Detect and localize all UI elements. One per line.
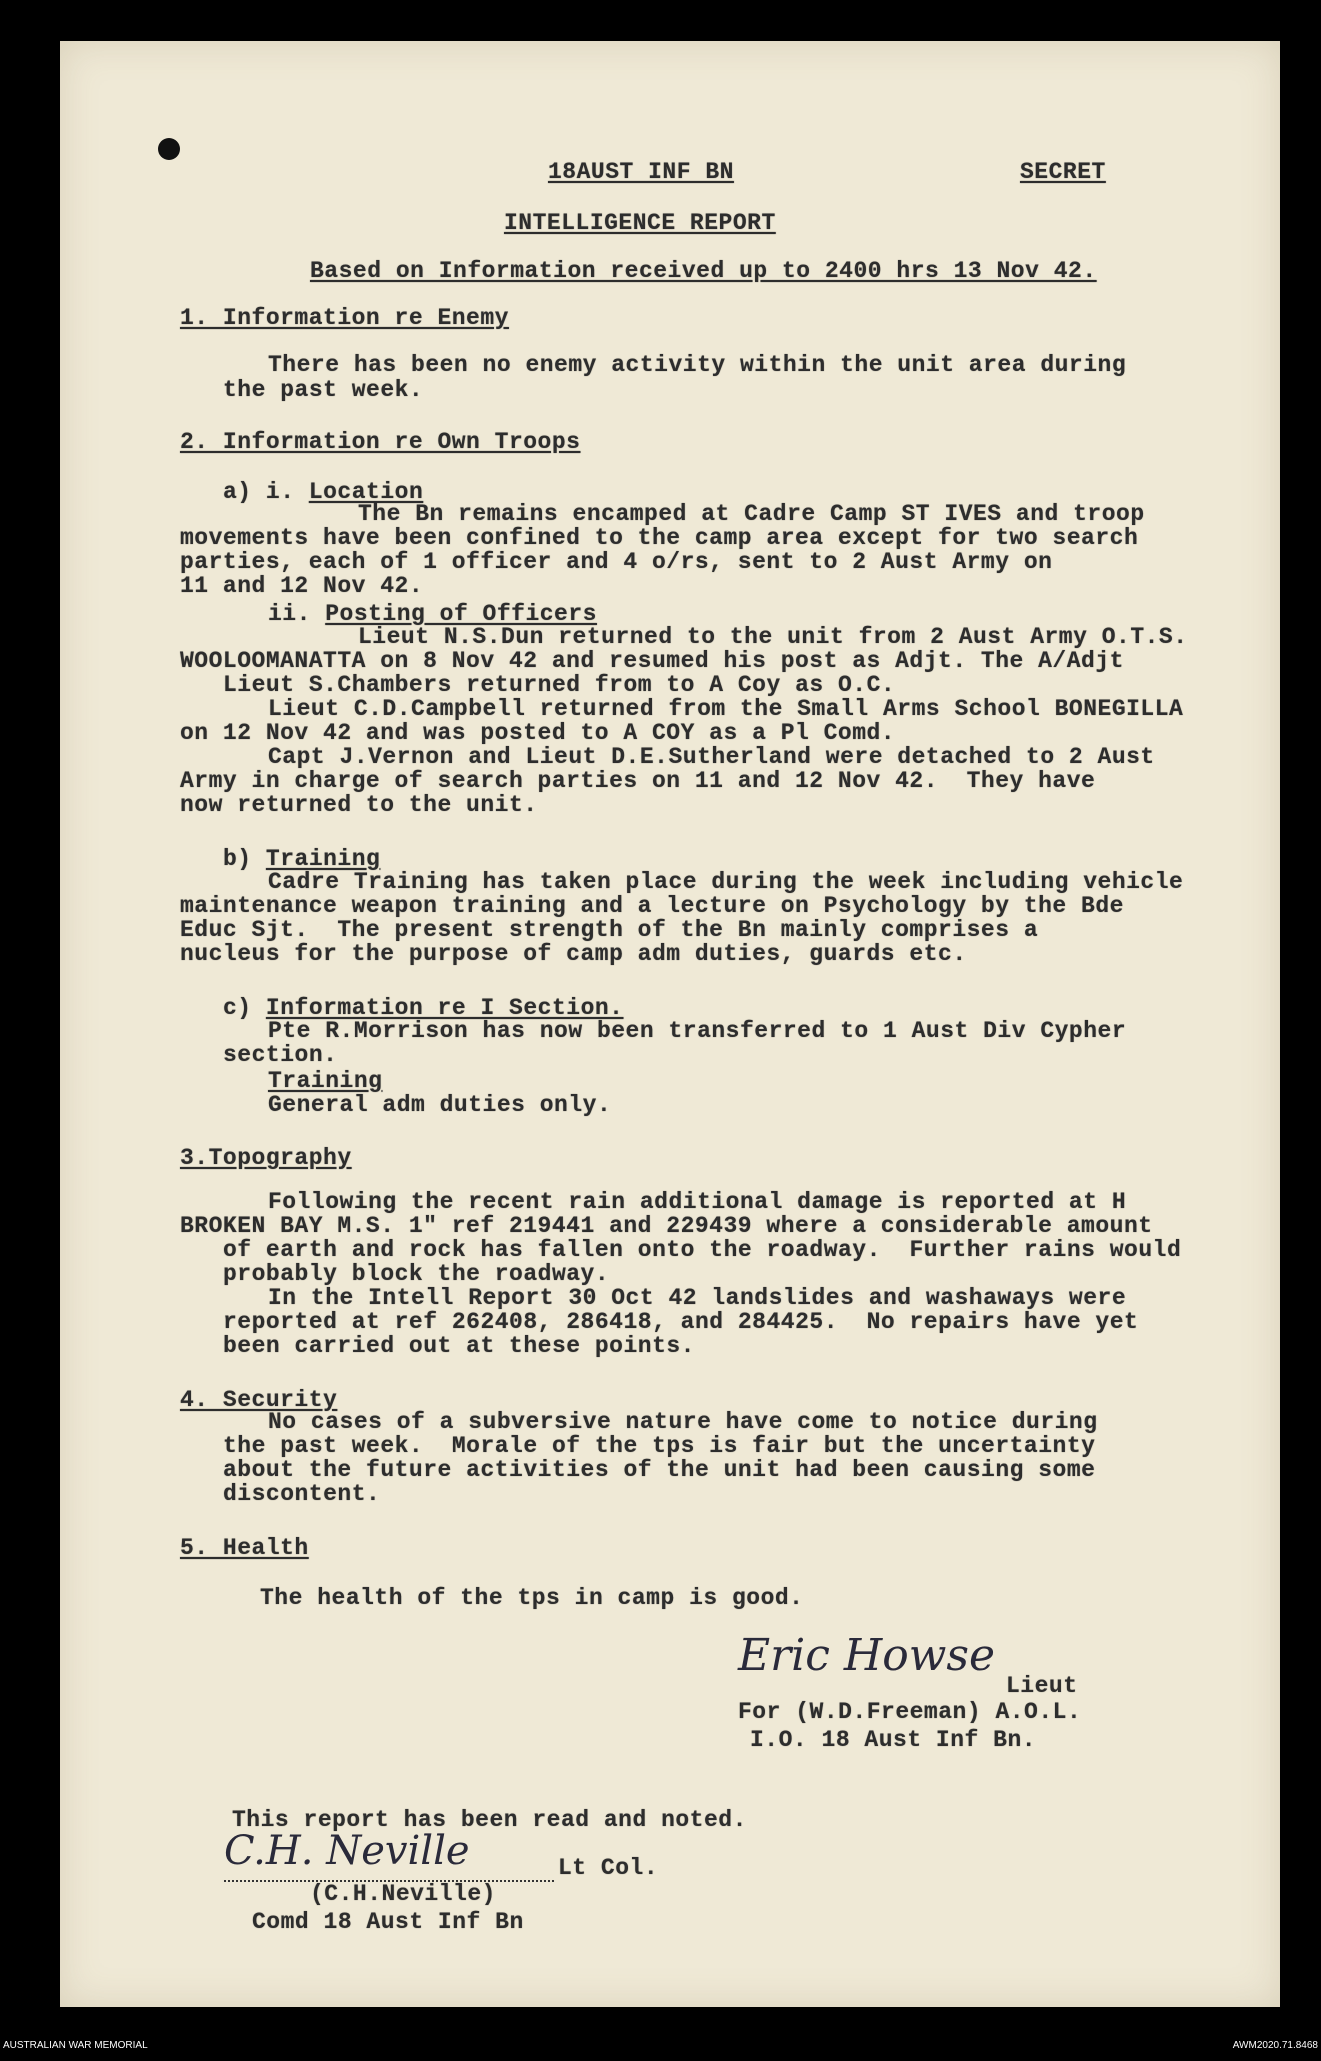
unit-heading: 18AUST INF BN — [548, 159, 734, 185]
section-1-line: There has been no enemy activity within the unit area during — [268, 352, 1127, 378]
i-section-line: section. — [223, 1042, 338, 1068]
subsection-b-label: b) — [223, 846, 266, 872]
section-3-line: Following the recent rain additional damage is reported at H — [268, 1189, 1127, 1215]
report-basis: Based on Information received up to 2400 hrs 13 Nov 42. — [310, 258, 1097, 284]
subsection-ii-label: ii. — [268, 601, 326, 627]
io-appointment: I.O. 18 Aust Inf Bn. — [750, 1727, 1037, 1753]
training-heading: Training — [265, 846, 381, 872]
section-4-heading: 4. Security — [180, 1387, 338, 1413]
io-signature: Eric Howse — [738, 1630, 995, 1681]
section-1-heading: 1. Information re Enemy — [180, 305, 509, 331]
location-line: 11 and 12 Nov 42. — [180, 573, 424, 599]
posting-line: Lieut S.Chambers returned from to A Coy as O.C. — [223, 672, 896, 698]
training-line: maintenance weapon training and a lecture on Psychology by the Bde — [180, 893, 1124, 919]
posting-line: WOOLOOMANATTA on 8 Nov 42 and resumed his post as Adjt. The A/Adjt — [180, 648, 1124, 674]
section-5-line: The health of the tps in camp is good. — [260, 1585, 804, 1611]
io-for-line: For (W.D.Freeman) A.O.L. — [738, 1699, 1082, 1725]
section-3-line: In the Intell Report 30 Oct 42 landslides and washaways were — [268, 1285, 1127, 1311]
i-section-heading: Information re I Section. — [265, 995, 624, 1021]
location-heading: Location — [308, 479, 424, 505]
section-1-line: the past week. — [223, 377, 424, 403]
posting-line: Capt J.Vernon and Lieut D.E.Sutherland were detached to 2 Aust — [268, 744, 1155, 770]
co-rank: Lt Col. — [558, 1855, 659, 1881]
training-line: Cadre Training has taken place during the week including vehicle — [268, 869, 1184, 895]
subsection-c-label: c) — [223, 995, 266, 1021]
io-rank: Lieut — [1006, 1673, 1078, 1699]
section-5-heading: 5. Health — [180, 1535, 309, 1561]
report-title: INTELLIGENCE REPORT — [504, 210, 776, 236]
section-4-line: discontent. — [223, 1481, 381, 1507]
section-3-line: of earth and rock has fallen onto the roadway. Further rains would — [223, 1237, 1182, 1263]
location-line: movements have been confined to the camp area except for two search — [180, 525, 1139, 551]
co-name: (C.H.Neville) — [310, 1881, 496, 1907]
section-3-line: probably block the roadway. — [223, 1261, 610, 1287]
i-section-line: Pte R.Morrison has now been transferred to 1 Aust Div Cypher — [268, 1018, 1127, 1044]
section-3-line: BROKEN BAY M.S. 1" ref 219441 and 229439 where a considerable amount — [180, 1213, 1153, 1239]
section-4-line: No cases of a subversive nature have come to notice during — [268, 1409, 1098, 1435]
subsection-b — [223, 847, 380, 871]
i-section-training-heading: Training — [268, 1068, 383, 1094]
posting-line: Lieut C.D.Campbell returned from the Small Arms School BONEGILLA — [268, 696, 1184, 722]
section-4-line: the past week. Morale of the tps is fair but the uncertainty — [223, 1433, 1096, 1459]
posting-line: Lieut N.S.Dun returned to the unit from 2 Aust Army O.T.S. — [358, 624, 1188, 650]
section-3-heading: 3.Topography — [180, 1145, 352, 1171]
posting-line: Army in charge of search parties on 11 and 12 Nov 42. They have — [180, 768, 1096, 794]
location-line: The Bn remains encamped at Cadre Camp ST IVES and troop — [358, 501, 1145, 527]
subsection-a-ii — [268, 602, 597, 626]
i-section-training-line: General adm duties only. — [268, 1092, 612, 1118]
co-title: Comd 18 Aust Inf Bn — [252, 1909, 524, 1935]
section-2-heading: 2. Information re Own Troops — [180, 429, 581, 455]
training-line: Educ Sjt. The present strength of the Bn mainly comprises a — [180, 917, 1039, 943]
section-3-line: reported at ref 262408, 286418, and 284425. No repairs have yet — [223, 1309, 1139, 1335]
punch-hole — [158, 138, 180, 160]
section-3-line: been carried out at these points. — [223, 1333, 695, 1359]
endorsement-line: This report has been read and noted. — [232, 1807, 747, 1833]
posting-line: now returned to the unit. — [180, 792, 538, 818]
classification-label: SECRET — [1020, 159, 1106, 185]
subsection-c — [223, 996, 623, 1020]
archive-reference: AWM2020.71.8468 — [1232, 2040, 1318, 2051]
co-signature: C.H. Neville — [224, 1828, 470, 1874]
archive-credit: AUSTRALIAN WAR MEMORIAL — [3, 2040, 148, 2051]
posting-line: on 12 Nov 42 and was posted to A COY as a Pl Comd. — [180, 720, 896, 746]
section-4-line: about the future activities of the unit had been causing some — [223, 1457, 1096, 1483]
subsection-a-label: a) i. — [223, 479, 309, 505]
training-line: nucleus for the purpose of camp adm duties, guards etc. — [180, 941, 967, 967]
posting-heading: Posting of Officers — [325, 601, 597, 627]
location-line: parties, each of 1 officer and 4 o/rs, sent to 2 Aust Army on — [180, 549, 1053, 575]
